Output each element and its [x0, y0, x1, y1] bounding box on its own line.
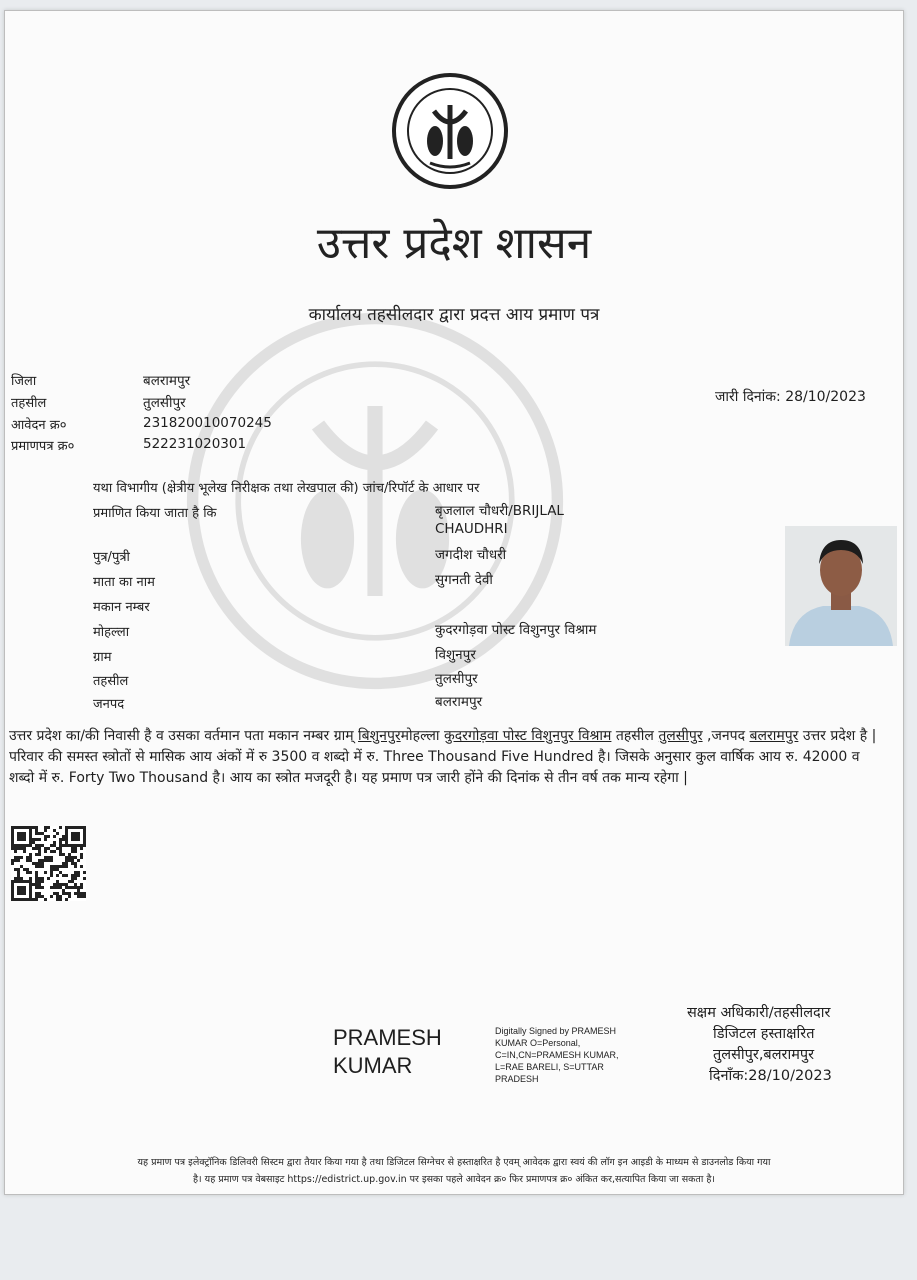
paragraph-tehsil: तुलसीपुर — [658, 728, 703, 744]
certificate-page — [4, 10, 904, 1195]
paragraph-locality: कुदरगोड़वा पोस्ट विशुनपुर विश्राम — [443, 728, 612, 744]
applicant-name: बृजलाल चौधरी/BRIJLAL — [435, 503, 564, 519]
footer-line-2: है। यह प्रमाण पत्र वेबसाइट https://edistrict.up.gov.in पर इसका पहले आवेदन क्र० फिर प्रमाणपत्र क्र० अंकित कर,सत्यापित किया जा सकता है। — [193, 1174, 715, 1185]
signer-name — [333, 1024, 442, 1080]
paragraph-text-5: उत्तर प्रदेश है | परिवार की समस्त स्त्रोतों से मासिक आय अंकों में रु 3500 व शब्दो में रु. Three Thousand Five Hundred है। जिसके अनुसार कुल वार्षिक आय रु. 42000 व शब्दो में रु. Forty Two Thousand है। आय का स्त्रोत मजदूरी है। यह प्रमाण पत्र जारी होंने की दिनांक से तीन वर्ष तक मान्य रहेगा | — [9, 728, 877, 786]
certificate-no-value: 522231020301 — [143, 436, 247, 452]
house-no-label: मकान नम्बर — [93, 600, 150, 615]
authority-location: तुलसीपुर,बलरामपुर — [713, 1047, 815, 1063]
dsig-line: Digitally Signed by PRAMESH — [495, 1026, 617, 1036]
page-subtitle: कार्यालय तहसीलदार द्वारा प्रदत्त आय प्रमाण पत्र — [308, 305, 600, 325]
intro-text: यथा विभागीय (क्षेत्रीय भूलेख निरीक्षक तथा लेखपाल की) जांच/रिपॉर्ट के आधार पर — [93, 481, 480, 496]
authority-title: सक्षम अधिकारी/तहसीलदार — [687, 1005, 831, 1021]
application-no-value: 231820010070245 — [143, 415, 272, 431]
page-title: उत्तर प्रदेश शासन — [316, 218, 592, 269]
village-value: विशुनपुर — [435, 647, 476, 663]
tehsil-label: तहसील — [11, 396, 47, 411]
qr-code-icon — [11, 826, 86, 901]
locality-value: कुदरगोड़वा पोस्ट विशुनपुर विश्राम — [435, 622, 597, 638]
parent-value: जगदीश चौधरी — [435, 547, 507, 563]
footer-note — [5, 1154, 903, 1188]
paragraph-district: बलरामपुर — [749, 728, 799, 744]
mother-name-label: माता का नाम — [93, 575, 155, 590]
signer-name-line1: PRAMESH — [333, 1025, 442, 1050]
paragraph-text-4: ,जनपद — [702, 728, 750, 744]
applicant-photo — [785, 526, 897, 646]
locality-label: मोहल्ला — [93, 625, 130, 640]
applicant-name-line2: CHAUDHRI — [435, 521, 508, 537]
tehsil-value: तुलसीपुर — [143, 395, 186, 411]
certified-label: प्रमाणित किया जाता है कि — [93, 506, 217, 521]
tehsil-detail-value: तुलसीपुर — [435, 671, 478, 687]
tehsil-detail-label: तहसील — [93, 674, 129, 689]
district-detail-value: बलरामपुर — [435, 694, 483, 710]
dsig-line: C=IN,CN=PRAMESH KUMAR, — [495, 1050, 619, 1060]
paragraph-text-3: तहसील — [611, 728, 659, 744]
authority-block — [687, 1003, 832, 1087]
signer-name-line2: KUMAR — [333, 1053, 413, 1078]
paragraph-village: बिशुनपुर — [358, 728, 401, 744]
district-value: बलरामपुर — [143, 373, 191, 389]
footer-line-1: यह प्रमाण पत्र इलेक्ट्रॉनिक डिलिवरी सिस्टम द्वारा तैयार किया गया है तथा डिजिटल सिग्नेचर से हस्ताक्षरित है एवम् आवेदक द्वारा स्वयं की लॉग इन आइडी के माध्यम से डाउनलोड किया गया — [137, 1157, 771, 1168]
paragraph-text-2: मोहल्ला — [400, 728, 444, 744]
mother-name-value: सुगनती देवी — [435, 572, 493, 588]
dsig-line: L=RAE BARELI, S=UTTAR — [495, 1062, 604, 1072]
village-label: ग्राम — [93, 650, 112, 665]
authority-date: दिनाँक:28/10/2023 — [709, 1068, 832, 1084]
application-no-label: आवेदन क्र० — [11, 418, 67, 433]
parent-label: पुत्र/पुत्री — [93, 550, 130, 565]
district-detail-label: जनपद — [93, 697, 125, 712]
up-government-emblem-icon — [390, 71, 510, 191]
paragraph-text-1: उत्तर प्रदेश का/की निवासी है व उसका वर्तमान पता मकान नम्बर ग्राम् — [9, 728, 359, 744]
dsig-line: KUMAR O=Personal, — [495, 1038, 581, 1048]
issue-date-value: 28/10/2023 — [785, 389, 866, 405]
digital-signature-details — [495, 1025, 619, 1085]
dsig-line: PRADESH — [495, 1074, 539, 1084]
issue-date-label: जारी दिनांक: — [715, 389, 781, 405]
issue-date — [715, 387, 866, 406]
certificate-paragraph — [9, 726, 889, 789]
certificate-no-label: प्रमाणपत्र क्र० — [11, 439, 75, 454]
authority-digital-signed: डिजिटल हस्ताक्षरित — [713, 1026, 815, 1042]
district-label: जिला — [11, 374, 37, 389]
